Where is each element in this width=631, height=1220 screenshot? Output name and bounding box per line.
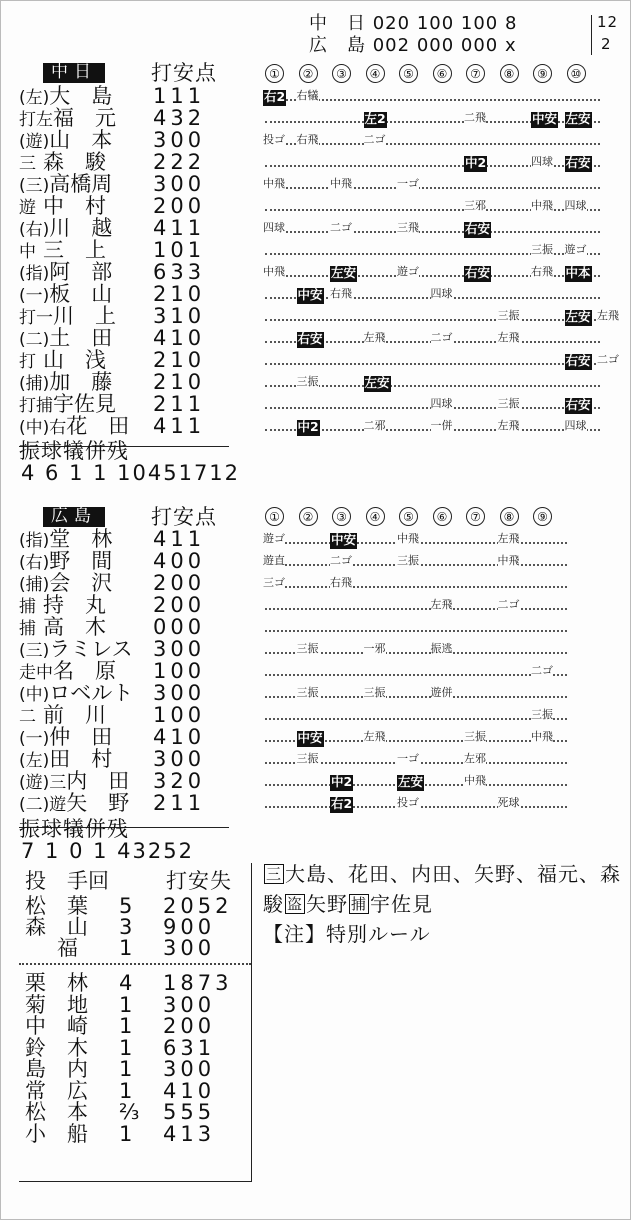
at-bat-hit: 右安 <box>565 397 591 412</box>
batter-name: 阿 部 <box>49 260 113 284</box>
pitcher-box-rule <box>251 863 252 1181</box>
stolen-base-mark: 盗 <box>287 895 304 913</box>
at-bat-out: 三振 <box>531 708 553 721</box>
batter-name: 森 駿 <box>43 150 106 174</box>
pitcher-name: 菊 地 <box>25 992 88 1017</box>
pitcher-innings: 3 <box>119 915 133 939</box>
batter-row <box>19 595 106 616</box>
pitcher-innings: 1 <box>119 1078 133 1103</box>
batter-position: (中)右 <box>19 418 67 438</box>
batter-name: 中 村 <box>43 194 106 218</box>
at-bat-leader <box>265 187 600 189</box>
batter-row <box>19 793 129 814</box>
pitcher-header-name: 投 手回 <box>25 869 109 893</box>
batter-position: 捕 <box>19 597 36 617</box>
batter-stats: 410 <box>153 725 206 749</box>
pitcher-stats: 410 <box>163 1078 216 1103</box>
at-bat-hit: 右2 <box>331 796 353 811</box>
batter-position: 二 <box>19 707 36 727</box>
pitcher-innings: 5 <box>119 894 133 918</box>
totals-values-hiroshima: 7 1 0 1 43252 <box>21 839 194 863</box>
at-bat-out: 左邪 <box>464 752 486 765</box>
batter-row <box>19 639 133 660</box>
at-bat-out: 三振 <box>497 397 520 410</box>
at-bat-out: 左飛 <box>430 598 453 611</box>
batter-name: 持 丸 <box>43 593 106 617</box>
batter-row <box>19 240 106 261</box>
inning-header: ⑨ <box>533 507 552 526</box>
at-bat-hit: 右安 <box>565 155 591 170</box>
batter-name: 花 田 <box>66 414 130 438</box>
inning-header: ⑧ <box>500 64 519 83</box>
batter-name: 高橋周 <box>49 172 113 196</box>
pitcher-stats: 555 <box>163 1100 216 1124</box>
pitcher-name: 常 広 <box>25 1078 88 1103</box>
at-bat-out: 右飛 <box>531 265 553 278</box>
runs-total: x <box>504 35 517 56</box>
at-bat-out: 三振 <box>296 375 319 388</box>
at-bat-hit: 右安 <box>565 353 591 368</box>
batter-stats: 211 <box>153 392 206 416</box>
pitcher-innings: 4 <box>119 971 133 995</box>
at-bat-out: 遊ゴ <box>397 265 419 278</box>
at-bat-out: 右犠 <box>296 89 319 102</box>
pitcher-stats: 413 <box>163 1121 216 1146</box>
at-bat-hit: 左2 <box>364 111 386 126</box>
at-bat-hit: 中安 <box>297 730 323 745</box>
innings: 002 000 000 <box>372 35 499 56</box>
batter-row <box>19 749 112 770</box>
hits-hiroshima: 2 <box>601 35 612 53</box>
pitcher-header-stats: 打安失 <box>166 869 232 893</box>
at-bat-out: 左飛 <box>597 309 619 322</box>
batter-stats: 300 <box>153 637 206 661</box>
batter-position: (一) <box>19 286 50 306</box>
at-bat-out: 死球 <box>497 796 520 809</box>
caught-players: 宇佐見 <box>370 892 434 916</box>
batter-row <box>19 661 116 682</box>
at-bat-hit: 右2 <box>264 89 286 104</box>
at-bat-out: 中飛 <box>531 730 553 743</box>
at-bat-out: 三ゴ <box>263 576 285 589</box>
pitcher-stats: 900 <box>163 915 216 939</box>
at-bat-out: 左飛 <box>363 730 386 743</box>
batter-row <box>19 174 112 195</box>
at-bat-hit: 中安 <box>532 111 558 126</box>
at-bat-out: 三振 <box>296 752 319 765</box>
at-bat-out: 投ゴ <box>263 133 285 146</box>
batter-name: 板 山 <box>49 282 113 306</box>
batter-name: 土 田 <box>49 326 113 350</box>
batter-name: 名 原 <box>53 659 116 683</box>
inning-header: ④ <box>366 507 385 526</box>
at-bat-out: 二邪 <box>363 419 386 432</box>
at-bat-leader <box>265 630 567 632</box>
at-bat-out: 三振 <box>296 642 319 655</box>
batter-name: 福 元 <box>53 106 116 130</box>
pitcher-innings: 1 <box>119 1014 133 1038</box>
batter-position: (遊)三 <box>19 773 67 793</box>
batter-stats: 000 <box>153 615 206 639</box>
at-bat-out: 遊併 <box>430 686 453 699</box>
batter-position: (三) <box>19 641 50 661</box>
at-bat-out: 左飛 <box>497 532 520 545</box>
at-bat-out: 四球 <box>564 419 587 432</box>
batter-row <box>19 705 106 726</box>
pitcher-innings: 1 <box>119 992 133 1017</box>
pitcher-innings: 1 <box>119 1035 133 1060</box>
pitcher-name: 福 <box>57 936 78 960</box>
at-bat-out: 振逃 <box>430 642 453 655</box>
batter-position: (遊) <box>19 132 50 152</box>
at-bat-leader <box>265 586 567 588</box>
innings: 020 100 100 <box>372 13 499 34</box>
batter-stats: 210 <box>153 282 206 306</box>
at-bat-out: 三振 <box>296 686 319 699</box>
at-bat-out: 投ゴ <box>397 796 419 809</box>
pitcher-name: 栗 林 <box>25 971 88 995</box>
batter-name: 川 上 <box>53 304 116 328</box>
at-bat-out: 中飛 <box>330 177 352 190</box>
at-bat-leader <box>265 363 600 365</box>
at-bat-hit: 左安 <box>565 111 591 126</box>
pitcher-name: 島 内 <box>25 1057 88 1081</box>
at-bat-out: 中飛 <box>263 265 285 278</box>
batter-position: (捕) <box>19 575 50 595</box>
batter-stats: 222 <box>153 150 206 174</box>
at-bat-out: 右飛 <box>330 287 352 300</box>
batter-position: (中) <box>19 685 50 705</box>
team-name: 広 島 <box>309 35 366 56</box>
inning-header: ① <box>265 64 284 83</box>
batter-row <box>19 306 116 327</box>
at-bat-out: 四球 <box>564 199 587 212</box>
linescore-chunichi <box>309 15 517 33</box>
at-bat-out: 二ゴ <box>531 664 553 677</box>
pitcher-name: 森 山 <box>25 915 88 939</box>
at-bat-out: 左飛 <box>363 331 386 344</box>
at-bat-out: 四球 <box>531 155 553 168</box>
batter-row <box>19 529 112 550</box>
at-bat-out: 二ゴ <box>330 554 352 567</box>
inning-header: ② <box>299 64 318 83</box>
batter-position: 打一 <box>19 308 53 328</box>
batter-name: 三 上 <box>43 238 106 262</box>
batter-position: (右) <box>19 220 50 240</box>
batter-stats: 633 <box>153 260 206 284</box>
at-bat-out: 右飛 <box>330 576 352 589</box>
at-bat-leader <box>265 319 600 321</box>
batter-position: 打左 <box>19 110 53 130</box>
inning-header: ③ <box>332 507 351 526</box>
batter-stats: 400 <box>153 549 206 573</box>
batter-position: (左) <box>19 88 50 108</box>
batter-stats: 211 <box>153 791 206 815</box>
stolen-base-players: 矢野 <box>306 892 349 916</box>
batter-row <box>19 683 133 704</box>
caught-mark: 捕 <box>351 895 368 913</box>
at-bat-out: 中飛 <box>464 774 486 787</box>
at-bat-out: 遊直 <box>263 554 285 567</box>
at-bat-out: 二ゴ <box>430 331 453 344</box>
at-bat-hit: 中安 <box>331 532 357 547</box>
pitcher-stats: 1873 <box>163 971 233 995</box>
at-bat-out: 一併 <box>430 419 453 432</box>
batter-position: 中 <box>19 242 36 262</box>
at-bat-out: 三邪 <box>464 199 486 212</box>
at-bat-hit: 左安 <box>565 309 591 324</box>
batter-position: (二) <box>19 330 50 350</box>
at-bat-out: 右飛 <box>296 133 319 146</box>
batter-position: (指) <box>19 264 50 284</box>
team-tag-hiroshima: 広島 <box>43 507 105 527</box>
at-bat-out: 四球 <box>263 221 285 234</box>
batter-stats: 410 <box>153 326 206 350</box>
batter-stats: 432 <box>153 106 206 130</box>
pitcher-stats: 300 <box>163 992 216 1017</box>
batter-stats: 411 <box>153 414 206 438</box>
batter-stats: 101 <box>153 238 206 262</box>
batter-name: 野 間 <box>49 549 113 573</box>
batter-position: (左) <box>19 751 50 771</box>
runs-total: 8 <box>504 13 518 34</box>
inning-header: ③ <box>332 64 351 83</box>
pitcher-stats: 631 <box>163 1035 216 1060</box>
batter-name: 内 田 <box>66 769 130 793</box>
batter-row <box>19 108 116 129</box>
batter-stats: 320 <box>153 769 206 793</box>
pitcher-stats: 300 <box>163 936 216 960</box>
batter-row <box>19 372 112 393</box>
pitcher-box-bottom <box>19 1181 252 1182</box>
batter-row <box>19 218 112 239</box>
inning-header: ⑩ <box>567 64 586 83</box>
batter-row <box>19 86 112 107</box>
batter-name: 田 村 <box>49 747 113 771</box>
pitcher-stats: 300 <box>163 1057 216 1081</box>
batter-stats: 210 <box>153 348 206 372</box>
at-bat-out: 二ゴ <box>497 598 520 611</box>
batter-row <box>19 551 112 572</box>
linescore-hiroshima <box>309 37 517 55</box>
batter-row <box>19 771 129 792</box>
at-bat-out: 遊ゴ <box>564 243 587 256</box>
batter-position: 捕 <box>19 619 36 639</box>
pitcher-stats: 200 <box>163 1014 216 1038</box>
at-bat-out: 四球 <box>430 397 453 410</box>
pitcher-name: 松 葉 <box>25 894 88 918</box>
batter-stats: 111 <box>153 84 206 108</box>
inning-header: ⑤ <box>399 507 418 526</box>
batter-name: 山 浅 <box>43 348 106 372</box>
pitcher-name: 松 本 <box>25 1100 88 1124</box>
inning-header: ⑧ <box>500 507 519 526</box>
batter-stats: 300 <box>153 681 206 705</box>
at-bat-out: 三振 <box>363 686 386 699</box>
batter-row <box>19 196 106 217</box>
totals-label-chunichi: 振球犠併残 <box>19 439 129 463</box>
totals-label-hiroshima: 振球犠併残 <box>19 817 129 841</box>
inning-header: ② <box>299 507 318 526</box>
batter-stats: 100 <box>153 703 206 727</box>
batter-row <box>19 573 112 594</box>
inning-header: ⑥ <box>433 64 452 83</box>
at-bat-out: 二ゴ <box>597 353 619 366</box>
batter-stats: 200 <box>153 194 206 218</box>
at-bat-hit: 右安 <box>297 331 323 346</box>
at-bat-hit: 左安 <box>331 265 357 280</box>
at-bat-out: 中飛 <box>531 199 553 212</box>
at-bat-leader <box>265 718 567 720</box>
inning-header: ⑦ <box>466 507 485 526</box>
at-bat-hit: 中2 <box>297 419 319 434</box>
batter-position: (指) <box>19 531 50 551</box>
batter-stats: 200 <box>153 571 206 595</box>
special-rule-note: 【注】特別ルール <box>263 922 431 946</box>
batter-row <box>19 394 116 415</box>
at-bat-out: 三振 <box>531 243 553 256</box>
batter-stats: 300 <box>153 172 206 196</box>
pitcher-name: 鈴 木 <box>25 1035 88 1060</box>
batter-name: 会 沢 <box>49 571 113 595</box>
at-bat-hit: 中安 <box>297 287 323 302</box>
at-bat-out: 中飛 <box>497 554 520 567</box>
inning-header: ⑦ <box>466 64 485 83</box>
batter-name: 大 島 <box>49 84 113 108</box>
batter-position: 遊 <box>19 198 36 218</box>
at-bat-out: 四球 <box>430 287 453 300</box>
batter-stats: 100 <box>153 659 206 683</box>
inning-header: ① <box>265 507 284 526</box>
totals-values-chunichi: 4 6 1 1 10451712 <box>21 461 241 485</box>
at-bat-out: 一ゴ <box>397 177 419 190</box>
batter-stats: 411 <box>153 527 206 551</box>
at-bat-out: 三振 <box>464 730 486 743</box>
pitcher-divider <box>19 963 251 965</box>
doubles-mark: 三 <box>266 865 283 883</box>
batter-name: 加 藤 <box>49 370 113 394</box>
at-bat-out: 一ゴ <box>397 752 419 765</box>
batter-name: 矢 野 <box>66 791 130 815</box>
batter-name: 宇佐見 <box>53 392 116 416</box>
at-bat-out: 三振 <box>497 309 520 322</box>
team-name: 中 日 <box>309 13 366 34</box>
batter-row <box>19 284 112 305</box>
batter-position: 走中 <box>19 663 53 683</box>
linescore-divider <box>591 15 592 55</box>
pitcher-innings: 1 <box>119 936 133 960</box>
at-bat-hit: 右安 <box>465 221 491 236</box>
batter-name: 前 川 <box>43 703 106 727</box>
batter-name: 仲 田 <box>49 725 113 749</box>
inning-header: ⑥ <box>433 507 452 526</box>
batter-row <box>19 152 106 173</box>
at-bat-out: 左飛 <box>497 331 520 344</box>
at-bat-out: 三飛 <box>397 221 419 234</box>
inning-header: ⑤ <box>399 64 418 83</box>
batter-stats: 300 <box>153 128 206 152</box>
at-bat-out: 中飛 <box>263 177 285 190</box>
batter-name: 堂 林 <box>49 527 113 551</box>
batter-row <box>19 416 129 437</box>
at-bat-out: 二ゴ <box>363 133 386 146</box>
at-bat-hit: 左安 <box>364 375 390 390</box>
batter-position: 打捕 <box>19 396 53 416</box>
at-bat-out: 一邪 <box>363 642 386 655</box>
batter-name: 高 木 <box>43 615 106 639</box>
hits-chunichi: 12 <box>597 13 619 31</box>
batter-row <box>19 262 112 283</box>
batter-stats: 411 <box>153 216 206 240</box>
batter-position: (右) <box>19 553 50 573</box>
batter-row <box>19 727 112 748</box>
batter-position: (三) <box>19 176 50 196</box>
batter-name: 山 本 <box>49 128 113 152</box>
pitcher-innings: 1 <box>119 1057 133 1081</box>
at-bat-leader <box>265 231 600 233</box>
at-bat-out: 二飛 <box>464 111 486 124</box>
batter-position: (二)遊 <box>19 795 67 815</box>
stats-header-hiroshima: 打安点 <box>151 505 217 529</box>
pitcher-innings: 1 <box>119 1121 133 1146</box>
at-bat-leader <box>265 608 567 610</box>
batter-position: 三 <box>19 154 36 174</box>
inning-header: ⑨ <box>533 64 552 83</box>
pitcher-stats: 2052 <box>163 894 233 918</box>
at-bat-hit: 中2 <box>331 774 353 789</box>
stats-header-chunichi: 打安点 <box>151 61 217 85</box>
batter-position: (一) <box>19 729 50 749</box>
at-bat-hit: 左安 <box>398 774 424 789</box>
batter-stats: 210 <box>153 370 206 394</box>
game-notes <box>263 859 631 949</box>
team-tag-chunichi: 中日 <box>43 63 105 83</box>
pitcher-innings: ⅔ <box>119 1100 140 1124</box>
batter-row <box>19 617 106 638</box>
batter-row <box>19 130 112 151</box>
at-bat-out: 遊ゴ <box>263 532 285 545</box>
inning-header: ④ <box>366 64 385 83</box>
at-bat-out: 二ゴ <box>330 221 352 234</box>
batter-stats: 310 <box>153 304 206 328</box>
batter-name: ロベルト <box>49 681 134 705</box>
pitcher-name: 小 船 <box>25 1121 88 1146</box>
pitcher-name: 中 崎 <box>25 1014 88 1038</box>
batter-stats: 300 <box>153 747 206 771</box>
batter-position: (捕) <box>19 374 50 394</box>
at-bat-hit: 中2 <box>465 155 487 170</box>
at-bat-out: 三振 <box>397 554 419 567</box>
batter-row <box>19 328 112 349</box>
batter-name: 川 越 <box>49 216 113 240</box>
at-bat-out: 左飛 <box>497 419 520 432</box>
batter-name: ラミレス <box>49 637 133 661</box>
at-bat-out: 中飛 <box>397 532 419 545</box>
at-bat-leader <box>265 674 567 676</box>
batter-stats: 200 <box>153 593 206 617</box>
batter-row <box>19 350 106 371</box>
at-bat-hit: 右安 <box>465 265 491 280</box>
batter-position: 打 <box>19 352 36 372</box>
doubles-players: 大島、花田、内田、矢野、福元、森駿 <box>263 862 622 916</box>
at-bat-hit: 中本 <box>565 265 591 280</box>
